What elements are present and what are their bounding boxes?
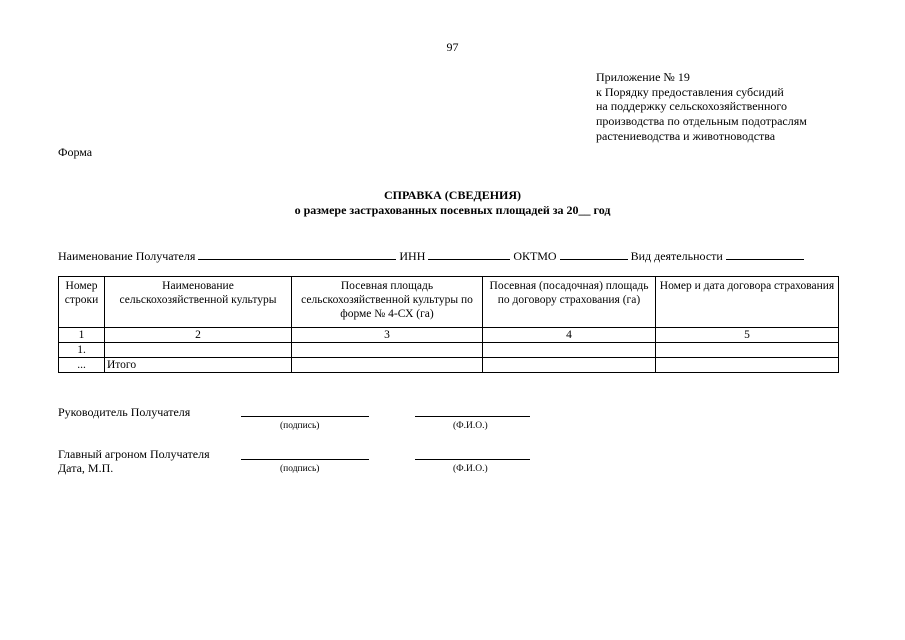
agronomist-fio-line[interactable] — [415, 458, 530, 460]
oktmo-field[interactable] — [560, 248, 628, 260]
header-cell: Наименование сельскохозяйственной культуры — [105, 277, 292, 328]
appendix-header — [596, 70, 807, 144]
activity-label: Вид деятельности — [630, 249, 723, 263]
appendix-line: на поддержку сельскохозяйственного — [596, 99, 788, 114]
column-number: 4 — [483, 328, 656, 343]
crop-name-cell[interactable] — [105, 343, 292, 358]
header-cell: Номер и дата договора страхования — [656, 277, 839, 328]
document-title — [0, 188, 905, 218]
table-row-total — [59, 358, 839, 373]
table-row — [59, 343, 839, 358]
fio-caption: (Ф.И.О.) — [453, 464, 488, 474]
inn-field[interactable] — [428, 248, 510, 260]
head-signature-label: Руководитель Получателя — [58, 405, 191, 419]
header-cell: Посевная (посадочная) площадь по договору страхования (га) — [483, 277, 656, 328]
appendix-line: производства по отдельным подотраслям — [596, 114, 807, 129]
title-line-2: о размере застрахованных посевных площадей за 20__ год — [294, 203, 611, 217]
header-cell: Посевная площадь сельскохозяйственной культуры по форме № 4-СХ (га) — [292, 277, 483, 328]
form-label: Форма — [58, 145, 93, 159]
column-number: 5 — [656, 328, 839, 343]
total-contract-cell[interactable] — [656, 358, 839, 373]
agronomist-signature-label: Главный агроном Получателя — [58, 447, 210, 461]
recipient-field[interactable] — [198, 248, 396, 260]
appendix-line: растениеводства и животноводства — [596, 128, 776, 143]
date-stamp-label: Дата, М.П. — [58, 461, 114, 475]
total-label: Итого — [105, 358, 292, 373]
signature-caption: (подпись) — [280, 464, 320, 474]
total-sown-area-cell[interactable] — [292, 358, 483, 373]
column-number: 3 — [292, 328, 483, 343]
column-number-row — [59, 328, 839, 343]
table-header-row — [59, 277, 839, 328]
agronomist-signature-line[interactable] — [241, 458, 369, 460]
insured-areas-table — [58, 276, 839, 373]
column-number: 2 — [105, 328, 292, 343]
sown-area-cell[interactable] — [292, 343, 483, 358]
signature-caption: (подпись) — [280, 421, 320, 431]
head-fio-line[interactable] — [415, 415, 530, 417]
activity-field[interactable] — [726, 248, 804, 260]
header-cell: Номер строки — [59, 277, 105, 328]
title-line-1: СПРАВКА (СВЕДЕНИЯ) — [383, 188, 522, 202]
recipient-label: Наименование Получателя — [58, 249, 196, 263]
contract-cell[interactable] — [656, 343, 839, 358]
oktmo-label: ОКТМО — [513, 249, 557, 263]
appendix-line: Приложение № 19 — [596, 70, 690, 84]
row-number: 1. — [59, 343, 105, 358]
row-number: ... — [59, 358, 105, 373]
total-insured-area-cell[interactable] — [483, 358, 656, 373]
insured-area-cell[interactable] — [483, 343, 656, 358]
page-number: 97 — [446, 40, 459, 54]
inn-label: ИНН — [399, 249, 426, 263]
recipient-fields — [58, 248, 804, 264]
appendix-line: к Порядку предоставления субсидий — [596, 84, 784, 99]
column-number: 1 — [59, 328, 105, 343]
head-signature-line[interactable] — [241, 415, 369, 417]
fio-caption: (Ф.И.О.) — [453, 421, 488, 431]
